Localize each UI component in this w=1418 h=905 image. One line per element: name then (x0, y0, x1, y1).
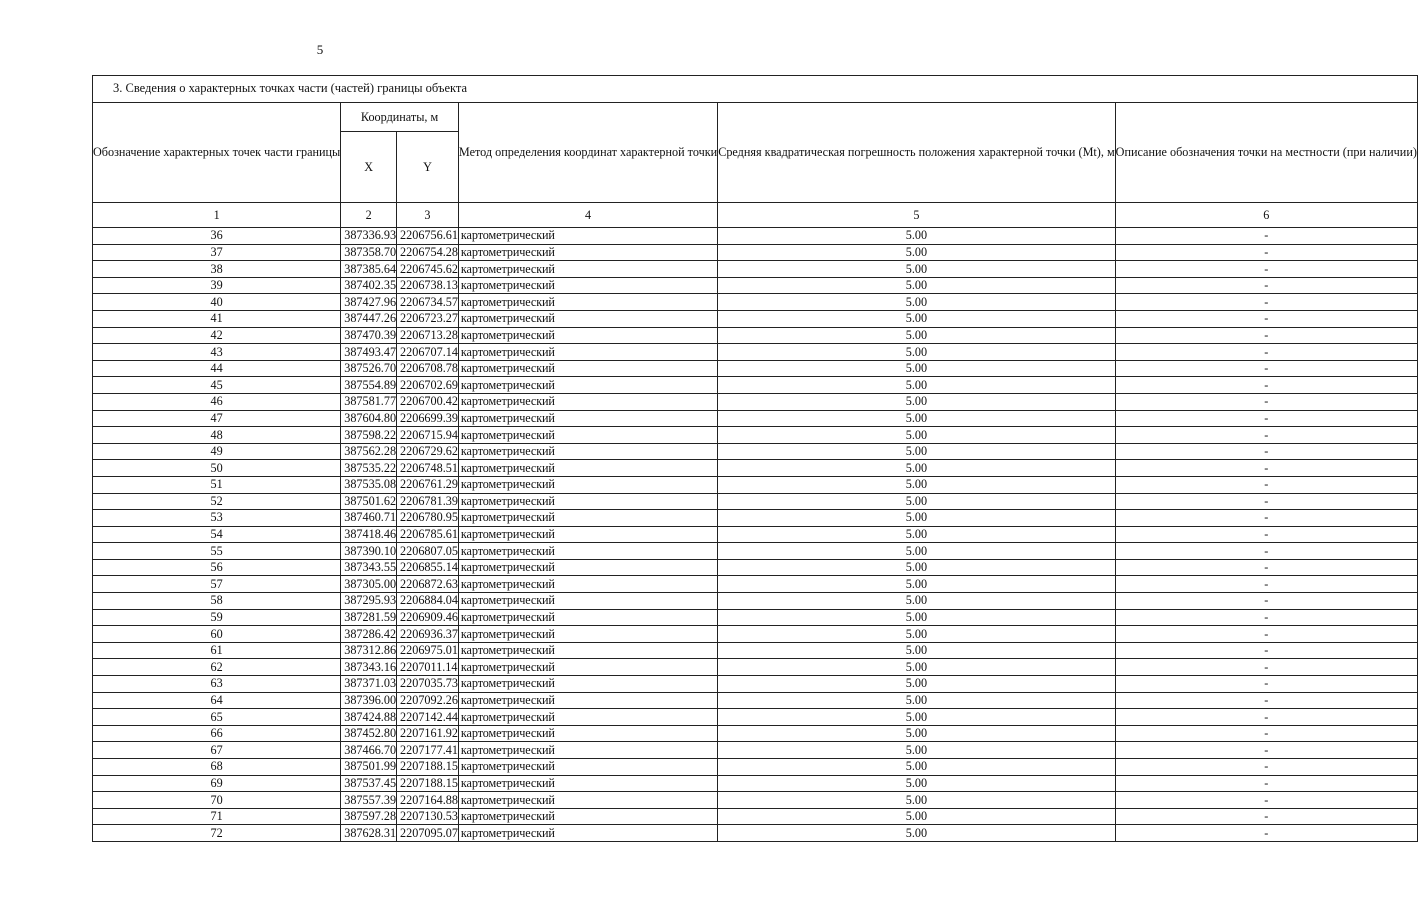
column-number: 4 (458, 203, 717, 228)
method-cell: картометрический (458, 775, 717, 792)
table-row (93, 759, 1418, 776)
y-coordinate-cell: 2206936.37 (397, 626, 459, 643)
y-coordinate-cell: 2206699.39 (397, 410, 459, 427)
accuracy-cell: 5.00 (718, 261, 1115, 278)
description-cell: - (1115, 261, 1417, 278)
table-row (93, 427, 1418, 444)
point-number-cell: 50 (93, 460, 341, 477)
table-row (93, 277, 1418, 294)
y-coordinate-cell: 2206748.51 (397, 460, 459, 477)
table-row (93, 344, 1418, 361)
x-coordinate-cell: 387466.70 (341, 742, 397, 759)
x-coordinate-cell: 387554.89 (341, 377, 397, 394)
description-cell: - (1115, 759, 1417, 776)
x-coordinate-cell: 387535.08 (341, 476, 397, 493)
table-row (93, 775, 1418, 792)
method-cell: картометрический (458, 825, 717, 842)
point-number-cell: 38 (93, 261, 341, 278)
point-number-cell: 41 (93, 310, 341, 327)
x-coordinate-cell: 387286.42 (341, 626, 397, 643)
method-cell: картометрический (458, 261, 717, 278)
table-row (93, 543, 1418, 560)
description-cell: - (1115, 443, 1417, 460)
description-cell: - (1115, 476, 1417, 493)
table-row (93, 261, 1418, 278)
description-cell: - (1115, 609, 1417, 626)
y-coordinate-cell: 2206855.14 (397, 559, 459, 576)
x-coordinate-cell: 387305.00 (341, 576, 397, 593)
table-row (93, 244, 1418, 261)
description-cell: - (1115, 344, 1417, 361)
table-row (93, 792, 1418, 809)
header-designation: Обозначение характерных точек части границы (93, 103, 341, 203)
column-number: 1 (93, 203, 341, 228)
method-cell: картометрический (458, 576, 717, 593)
x-coordinate-cell: 387493.47 (341, 344, 397, 361)
accuracy-cell: 5.00 (718, 659, 1115, 676)
y-coordinate-cell: 2206702.69 (397, 377, 459, 394)
x-coordinate-cell: 387501.62 (341, 493, 397, 510)
point-number-cell: 69 (93, 775, 341, 792)
accuracy-cell: 5.00 (718, 294, 1115, 311)
x-coordinate-cell: 387581.77 (341, 393, 397, 410)
y-coordinate-cell: 2206738.13 (397, 277, 459, 294)
table-row (93, 725, 1418, 742)
x-coordinate-cell: 387371.03 (341, 676, 397, 693)
method-cell: картометрический (458, 393, 717, 410)
point-number-cell: 55 (93, 543, 341, 560)
x-coordinate-cell: 387281.59 (341, 609, 397, 626)
header-method: Метод определения координат характерной точки (458, 103, 717, 203)
y-coordinate-cell: 2206781.39 (397, 493, 459, 510)
y-coordinate-cell: 2206734.57 (397, 294, 459, 311)
point-number-cell: 43 (93, 344, 341, 361)
method-cell: картометрический (458, 410, 717, 427)
y-coordinate-cell: 2206807.05 (397, 543, 459, 560)
accuracy-cell: 5.00 (718, 443, 1115, 460)
y-coordinate-cell: 2206729.62 (397, 443, 459, 460)
description-cell: - (1115, 310, 1417, 327)
description-cell: - (1115, 460, 1417, 477)
description-cell: - (1115, 327, 1417, 344)
description-cell: - (1115, 360, 1417, 377)
x-coordinate-cell: 387526.70 (341, 360, 397, 377)
table-row (93, 609, 1418, 626)
method-cell: картометрический (458, 493, 717, 510)
accuracy-cell: 5.00 (718, 493, 1115, 510)
table-row (93, 228, 1418, 245)
description-cell: - (1115, 510, 1417, 527)
section-title: 3. Сведения о характерных точках части (частей) границы объекта (93, 76, 1418, 103)
description-cell: - (1115, 792, 1417, 809)
header-accuracy: Средняя квадратическая погрешность положения характерной точки (Mt), м (718, 103, 1115, 203)
table-row (93, 642, 1418, 659)
method-cell: картометрический (458, 244, 717, 261)
method-cell: картометрический (458, 427, 717, 444)
point-number-cell: 53 (93, 510, 341, 527)
header-x: X (341, 132, 397, 203)
column-number: 6 (1115, 203, 1417, 228)
x-coordinate-cell: 387452.80 (341, 725, 397, 742)
accuracy-cell: 5.00 (718, 510, 1115, 527)
point-number-cell: 36 (93, 228, 341, 245)
method-cell: картометрический (458, 792, 717, 809)
y-coordinate-cell: 2206909.46 (397, 609, 459, 626)
x-coordinate-cell: 387537.45 (341, 775, 397, 792)
description-cell: - (1115, 642, 1417, 659)
point-number-cell: 71 (93, 808, 341, 825)
point-number-cell: 57 (93, 576, 341, 593)
method-cell: картометрический (458, 310, 717, 327)
table-row (93, 393, 1418, 410)
x-coordinate-cell: 387598.22 (341, 427, 397, 444)
accuracy-cell: 5.00 (718, 277, 1115, 294)
method-cell: картометрический (458, 742, 717, 759)
x-coordinate-cell: 387418.46 (341, 526, 397, 543)
description-cell: - (1115, 808, 1417, 825)
x-coordinate-cell: 387460.71 (341, 510, 397, 527)
table-row (93, 659, 1418, 676)
x-coordinate-cell: 387385.64 (341, 261, 397, 278)
description-cell: - (1115, 526, 1417, 543)
method-cell: картометрический (458, 228, 717, 245)
x-coordinate-cell: 387402.35 (341, 277, 397, 294)
x-coordinate-cell: 387358.70 (341, 244, 397, 261)
y-coordinate-cell: 2207188.15 (397, 759, 459, 776)
accuracy-cell: 5.00 (718, 709, 1115, 726)
table-row (93, 476, 1418, 493)
point-number-cell: 56 (93, 559, 341, 576)
x-coordinate-cell: 387343.16 (341, 659, 397, 676)
description-cell: - (1115, 377, 1417, 394)
y-coordinate-cell: 2207177.41 (397, 742, 459, 759)
method-cell: картометрический (458, 344, 717, 361)
point-number-cell: 37 (93, 244, 341, 261)
header-description: Описание обозначения точки на местности (при наличии) (1115, 103, 1417, 203)
description-cell: - (1115, 244, 1417, 261)
y-coordinate-cell: 2206872.63 (397, 576, 459, 593)
description-cell: - (1115, 543, 1417, 560)
method-cell: картометрический (458, 759, 717, 776)
accuracy-cell: 5.00 (718, 559, 1115, 576)
method-cell: картометрический (458, 476, 717, 493)
x-coordinate-cell: 387470.39 (341, 327, 397, 344)
point-number-cell: 72 (93, 825, 341, 842)
x-coordinate-cell: 387427.96 (341, 294, 397, 311)
point-number-cell: 59 (93, 609, 341, 626)
accuracy-cell: 5.00 (718, 327, 1115, 344)
point-number-cell: 49 (93, 443, 341, 460)
table-row (93, 493, 1418, 510)
y-coordinate-cell: 2207095.07 (397, 825, 459, 842)
point-number-cell: 64 (93, 692, 341, 709)
point-number-cell: 66 (93, 725, 341, 742)
point-number-cell: 61 (93, 642, 341, 659)
point-number-cell: 45 (93, 377, 341, 394)
description-cell: - (1115, 294, 1417, 311)
method-cell: картометрический (458, 659, 717, 676)
y-coordinate-cell: 2207035.73 (397, 676, 459, 693)
table-row (93, 526, 1418, 543)
description-cell: - (1115, 742, 1417, 759)
description-cell: - (1115, 626, 1417, 643)
y-coordinate-cell: 2206700.42 (397, 393, 459, 410)
accuracy-cell: 5.00 (718, 759, 1115, 776)
table-row (93, 327, 1418, 344)
description-cell: - (1115, 559, 1417, 576)
table-row (93, 460, 1418, 477)
description-cell: - (1115, 576, 1417, 593)
column-number: 5 (718, 203, 1115, 228)
table-row (93, 294, 1418, 311)
method-cell: картометрический (458, 526, 717, 543)
accuracy-cell: 5.00 (718, 410, 1115, 427)
method-cell: картометрический (458, 460, 717, 477)
y-coordinate-cell: 2206780.95 (397, 510, 459, 527)
table-row (93, 593, 1418, 610)
point-number-cell: 60 (93, 626, 341, 643)
point-number-cell: 62 (93, 659, 341, 676)
point-number-cell: 58 (93, 593, 341, 610)
accuracy-cell: 5.00 (718, 228, 1115, 245)
y-coordinate-cell: 2206756.61 (397, 228, 459, 245)
header-coordinates: Координаты, м (341, 103, 459, 132)
table-row (93, 626, 1418, 643)
description-cell: - (1115, 709, 1417, 726)
accuracy-cell: 5.00 (718, 609, 1115, 626)
method-cell: картометрический (458, 725, 717, 742)
x-coordinate-cell: 387557.39 (341, 792, 397, 809)
method-cell: картометрический (458, 294, 717, 311)
point-number-cell: 47 (93, 410, 341, 427)
method-cell: картометрический (458, 559, 717, 576)
y-coordinate-cell: 2206713.28 (397, 327, 459, 344)
y-coordinate-cell: 2207092.26 (397, 692, 459, 709)
table-row (93, 443, 1418, 460)
table-row (93, 310, 1418, 327)
column-number-row (93, 203, 1418, 228)
method-cell: картометрический (458, 676, 717, 693)
accuracy-cell: 5.00 (718, 626, 1115, 643)
method-cell: картометрический (458, 327, 717, 344)
table-row (93, 825, 1418, 842)
point-number-cell: 51 (93, 476, 341, 493)
accuracy-cell: 5.00 (718, 526, 1115, 543)
point-number-cell: 68 (93, 759, 341, 776)
page-number: 5 (316, 42, 324, 57)
accuracy-cell: 5.00 (718, 244, 1115, 261)
point-number-cell: 40 (93, 294, 341, 311)
accuracy-cell: 5.00 (718, 792, 1115, 809)
description-cell: - (1115, 228, 1417, 245)
table-row (93, 360, 1418, 377)
y-coordinate-cell: 2207142.44 (397, 709, 459, 726)
accuracy-cell: 5.00 (718, 808, 1115, 825)
method-cell: картометрический (458, 510, 717, 527)
x-coordinate-cell: 387295.93 (341, 593, 397, 610)
accuracy-cell: 5.00 (718, 676, 1115, 693)
description-cell: - (1115, 277, 1417, 294)
column-number: 3 (397, 203, 459, 228)
point-number-cell: 42 (93, 327, 341, 344)
y-coordinate-cell: 2207161.92 (397, 725, 459, 742)
point-number-cell: 48 (93, 427, 341, 444)
x-coordinate-cell: 387447.26 (341, 310, 397, 327)
accuracy-cell: 5.00 (718, 543, 1115, 560)
point-number-cell: 52 (93, 493, 341, 510)
accuracy-cell: 5.00 (718, 825, 1115, 842)
accuracy-cell: 5.00 (718, 742, 1115, 759)
method-cell: картометрический (458, 692, 717, 709)
y-coordinate-cell: 2206761.29 (397, 476, 459, 493)
point-number-cell: 65 (93, 709, 341, 726)
description-cell: - (1115, 676, 1417, 693)
y-coordinate-cell: 2206884.04 (397, 593, 459, 610)
accuracy-cell: 5.00 (718, 460, 1115, 477)
x-coordinate-cell: 387628.31 (341, 825, 397, 842)
method-cell: картометрический (458, 593, 717, 610)
method-cell: картометрический (458, 642, 717, 659)
description-cell: - (1115, 775, 1417, 792)
boundary-points-table (92, 75, 1418, 842)
point-number-cell: 67 (93, 742, 341, 759)
x-coordinate-cell: 387343.55 (341, 559, 397, 576)
y-coordinate-cell: 2206707.14 (397, 344, 459, 361)
accuracy-cell: 5.00 (718, 593, 1115, 610)
point-number-cell: 70 (93, 792, 341, 809)
description-cell: - (1115, 659, 1417, 676)
method-cell: картометрический (458, 626, 717, 643)
x-coordinate-cell: 387424.88 (341, 709, 397, 726)
method-cell: картометрический (458, 443, 717, 460)
description-cell: - (1115, 493, 1417, 510)
y-coordinate-cell: 2206754.28 (397, 244, 459, 261)
y-coordinate-cell: 2206785.61 (397, 526, 459, 543)
table-row (93, 576, 1418, 593)
x-coordinate-cell: 387396.00 (341, 692, 397, 709)
table-row (93, 559, 1418, 576)
column-number: 2 (341, 203, 397, 228)
description-cell: - (1115, 393, 1417, 410)
accuracy-cell: 5.00 (718, 377, 1115, 394)
accuracy-cell: 5.00 (718, 725, 1115, 742)
accuracy-cell: 5.00 (718, 344, 1115, 361)
table-row (93, 808, 1418, 825)
method-cell: картометрический (458, 277, 717, 294)
y-coordinate-cell: 2207164.88 (397, 792, 459, 809)
method-cell: картометрический (458, 609, 717, 626)
y-coordinate-cell: 2207188.15 (397, 775, 459, 792)
description-cell: - (1115, 593, 1417, 610)
table-row (93, 692, 1418, 709)
description-cell: - (1115, 725, 1417, 742)
table-row (93, 377, 1418, 394)
method-cell: картометрический (458, 808, 717, 825)
method-cell: картометрический (458, 360, 717, 377)
accuracy-cell: 5.00 (718, 642, 1115, 659)
x-coordinate-cell: 387604.80 (341, 410, 397, 427)
table-row (93, 510, 1418, 527)
table-row (93, 676, 1418, 693)
accuracy-cell: 5.00 (718, 427, 1115, 444)
description-cell: - (1115, 692, 1417, 709)
accuracy-cell: 5.00 (718, 576, 1115, 593)
y-coordinate-cell: 2206715.94 (397, 427, 459, 444)
y-coordinate-cell: 2206745.62 (397, 261, 459, 278)
description-cell: - (1115, 410, 1417, 427)
y-coordinate-cell: 2207011.14 (397, 659, 459, 676)
method-cell: картометрический (458, 377, 717, 394)
description-cell: - (1115, 427, 1417, 444)
accuracy-cell: 5.00 (718, 393, 1115, 410)
point-number-cell: 44 (93, 360, 341, 377)
x-coordinate-cell: 387312.86 (341, 642, 397, 659)
description-cell: - (1115, 825, 1417, 842)
y-coordinate-cell: 2206975.01 (397, 642, 459, 659)
point-number-cell: 39 (93, 277, 341, 294)
point-number-cell: 46 (93, 393, 341, 410)
table-row (93, 410, 1418, 427)
x-coordinate-cell: 387336.93 (341, 228, 397, 245)
table-row (93, 742, 1418, 759)
header-y: Y (397, 132, 459, 203)
y-coordinate-cell: 2206723.27 (397, 310, 459, 327)
x-coordinate-cell: 387501.99 (341, 759, 397, 776)
table-row (93, 709, 1418, 726)
point-number-cell: 63 (93, 676, 341, 693)
x-coordinate-cell: 387562.28 (341, 443, 397, 460)
accuracy-cell: 5.00 (718, 692, 1115, 709)
method-cell: картометрический (458, 709, 717, 726)
x-coordinate-cell: 387390.10 (341, 543, 397, 560)
x-coordinate-cell: 387597.28 (341, 808, 397, 825)
x-coordinate-cell: 387535.22 (341, 460, 397, 477)
accuracy-cell: 5.00 (718, 476, 1115, 493)
accuracy-cell: 5.00 (718, 360, 1115, 377)
point-number-cell: 54 (93, 526, 341, 543)
y-coordinate-cell: 2207130.53 (397, 808, 459, 825)
accuracy-cell: 5.00 (718, 310, 1115, 327)
y-coordinate-cell: 2206708.78 (397, 360, 459, 377)
method-cell: картометрический (458, 543, 717, 560)
accuracy-cell: 5.00 (718, 775, 1115, 792)
